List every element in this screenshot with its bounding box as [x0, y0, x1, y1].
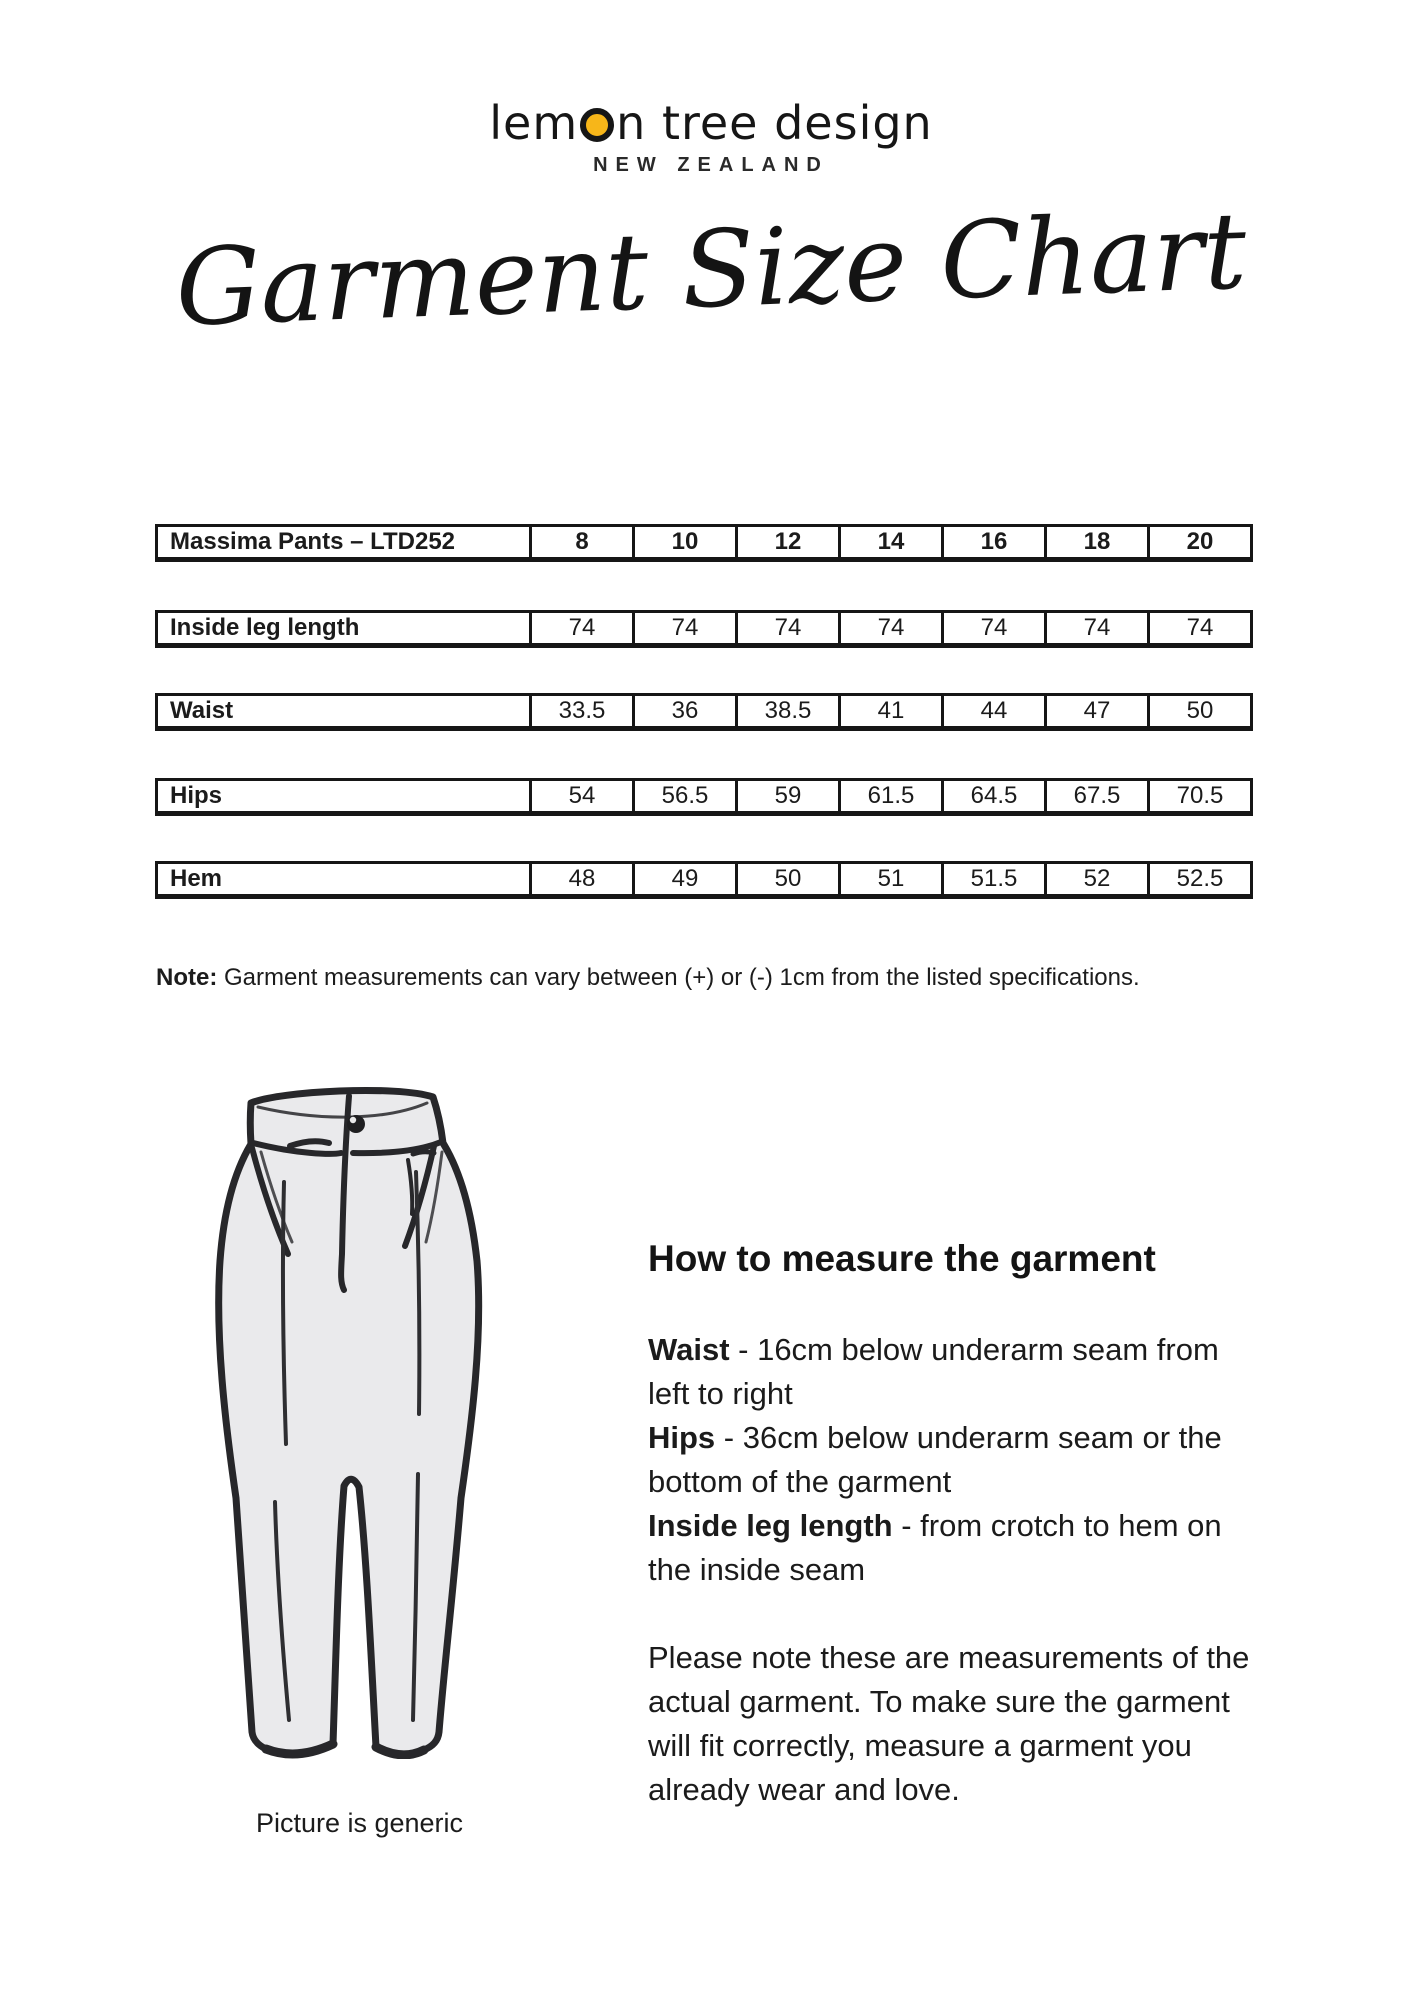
table-row-inside-leg-length [155, 610, 1253, 648]
pants-illustration [172, 1054, 547, 1759]
definition-desc: - from crotch to hem on the inside seam [648, 1508, 1222, 1587]
value-cell: 47 [1044, 696, 1147, 726]
value-cell: 49 [632, 864, 735, 894]
value-cell: 52 [1044, 864, 1147, 894]
definition-desc: - 16cm below underarm seam from left to right [648, 1332, 1219, 1411]
fit-advice-paragraph: Please note these are measurements of the actual garment. To make sure the garment will fit correctly, measure a garment you already wear and love. [648, 1640, 1250, 1807]
illustration-caption: Picture is generic [255, 1808, 464, 1838]
row-label-cell: Hem [170, 865, 223, 892]
value-cell: 33.5 [529, 696, 632, 726]
product-label-cell: Massima Pants – LTD252 [170, 528, 456, 555]
value-cell: 59 [735, 781, 838, 811]
size-header-cell: 10 [632, 527, 735, 557]
definition-waist [648, 1328, 1260, 1416]
size-header-cell: 8 [529, 527, 632, 557]
definition-term: Hips [648, 1420, 716, 1455]
button-highlight [350, 1117, 356, 1123]
value-cell: 61.5 [838, 781, 941, 811]
value-cell: 50 [1147, 696, 1250, 726]
size-header-cell: 16 [941, 527, 1044, 557]
note-label: Note: [156, 964, 218, 991]
size-header-cell: 18 [1044, 527, 1147, 557]
value-cell: 51 [838, 864, 941, 894]
table-row-waist [155, 693, 1253, 731]
measurement-definitions [648, 1328, 1260, 1592]
table-row-hips [155, 778, 1253, 816]
size-table-header-row [155, 524, 1253, 562]
size-header-cell: 14 [838, 527, 941, 557]
row-label-cell: Waist [170, 697, 234, 724]
value-cell: 74 [735, 613, 838, 643]
how-to-measure-section [648, 1238, 1260, 1812]
how-to-heading: How to measure the garment [648, 1238, 1156, 1279]
lemon-icon [580, 108, 614, 142]
value-cell: 38.5 [735, 696, 838, 726]
size-header-cell: 20 [1147, 527, 1250, 557]
value-cell: 74 [632, 613, 735, 643]
brand-subtitle: NEW ZEALAND [593, 154, 829, 176]
value-cell: 36 [632, 696, 735, 726]
value-cell: 54 [529, 781, 632, 811]
page-title: Garment Size Chart [173, 189, 1249, 350]
pants-outline [219, 1090, 479, 1754]
value-cell: 51.5 [941, 864, 1044, 894]
brand-name-end: n tree design [616, 96, 933, 150]
value-cell: 74 [1147, 613, 1250, 643]
value-cell: 74 [529, 613, 632, 643]
value-cell: 70.5 [1147, 781, 1250, 811]
value-cell: 48 [529, 864, 632, 894]
definition-desc: - 36cm below underarm seam or the bottom of the garment [648, 1420, 1222, 1499]
definition-term: Inside leg length [648, 1508, 893, 1543]
value-cell: 50 [735, 864, 838, 894]
definition-term: Waist [648, 1332, 730, 1367]
value-cell: 44 [941, 696, 1044, 726]
pants-drawing [172, 1054, 547, 1759]
button [347, 1115, 365, 1133]
brand-name [0, 98, 1422, 148]
row-label-cell: Inside leg length [170, 614, 360, 641]
dart-right [413, 1152, 434, 1154]
note-text: Garment measurements can vary between (+) or (-) 1cm from the listed specifications. [217, 964, 1140, 991]
size-header-cell: 12 [735, 527, 838, 557]
definition-hips [648, 1416, 1260, 1504]
value-cell: 52.5 [1147, 864, 1250, 894]
value-cell: 41 [838, 696, 941, 726]
value-cell: 74 [941, 613, 1044, 643]
table-row-hem [155, 861, 1253, 899]
value-cell: 64.5 [941, 781, 1044, 811]
value-cell: 67.5 [1044, 781, 1147, 811]
value-cell: 74 [838, 613, 941, 643]
tolerance-note [156, 962, 1276, 994]
definition-inside-leg [648, 1504, 1260, 1592]
row-label-cell: Hips [170, 782, 223, 809]
value-cell: 56.5 [632, 781, 735, 811]
brand-logo [0, 98, 1422, 177]
value-cell: 74 [1044, 613, 1147, 643]
brand-name-start: lem [489, 96, 579, 150]
